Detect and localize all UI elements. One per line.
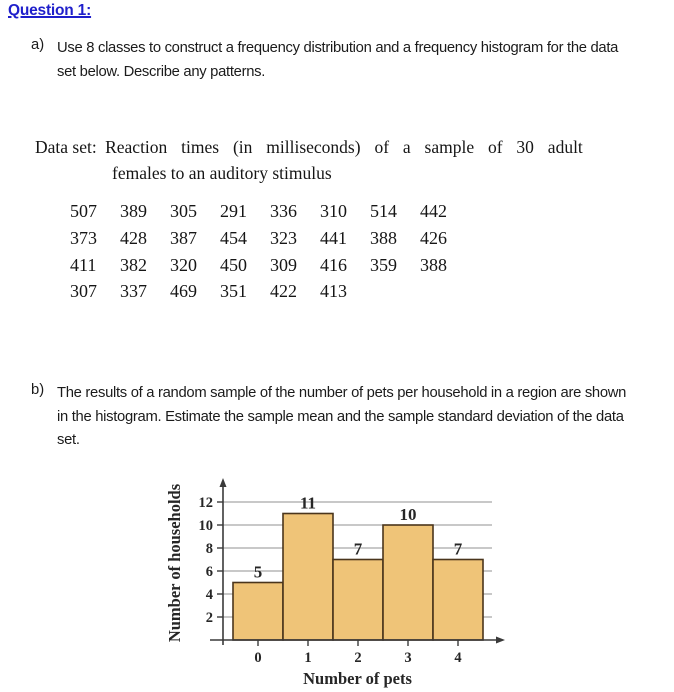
- bar-value-label: 7: [353, 539, 363, 559]
- part-b-line: The results of a random sample of the number of pets per household in a region are shown: [57, 385, 627, 401]
- dataset-number-row: [70, 225, 470, 252]
- data-value: 309: [270, 254, 297, 275]
- data-value: 411: [70, 254, 97, 275]
- y-tick-label: 8: [205, 541, 213, 557]
- part-a-text: [57, 37, 618, 84]
- data-value: 454: [220, 227, 247, 248]
- y-axis-arrow-icon: [220, 478, 227, 487]
- dataset-description-line2: females to an auditory stimulus: [112, 163, 332, 183]
- x-tick-label: 2: [354, 650, 362, 666]
- y-tick-label: 12: [198, 495, 213, 511]
- data-value: 310: [320, 201, 347, 221]
- y-tick-label: 2: [205, 610, 213, 626]
- histogram-bar: [283, 514, 333, 641]
- dataset-label: Data set:: [35, 137, 97, 157]
- dataset-number-row: [70, 252, 470, 279]
- data-value: 389: [120, 201, 147, 221]
- data-value: 337: [120, 281, 147, 302]
- dataset-description: Reaction times (in milliseconds) of a sample of 30 adult: [105, 137, 583, 157]
- data-value: 336: [270, 201, 297, 221]
- data-value: 388: [420, 254, 447, 275]
- x-tick-label: 0: [254, 650, 262, 666]
- data-value: 507: [70, 201, 97, 221]
- data-value: 320: [170, 254, 197, 275]
- data-value: 441: [320, 227, 347, 248]
- x-tick-label: 4: [454, 650, 462, 666]
- x-tick-label: 1: [304, 650, 312, 666]
- data-value: 387: [170, 227, 197, 248]
- histogram-bar: [233, 583, 283, 641]
- data-value: 388: [370, 227, 397, 248]
- dataset-number-row: [70, 198, 470, 225]
- data-value: 351: [220, 281, 247, 302]
- dataset-numbers: [70, 198, 470, 305]
- histogram-bar: [333, 560, 383, 641]
- data-value: 442: [420, 201, 447, 221]
- question-part-a: [31, 37, 618, 84]
- bar-value-label: 10: [399, 505, 417, 524]
- data-value: 359: [370, 254, 397, 275]
- part-b-line: set.: [57, 432, 80, 448]
- data-value: 469: [170, 281, 197, 302]
- data-value: 307: [70, 281, 97, 302]
- data-value: 450: [220, 254, 247, 275]
- pets-histogram: [160, 455, 550, 692]
- y-tick-label: 10: [198, 518, 213, 534]
- x-tick-label: 3: [404, 650, 412, 666]
- dataset-heading: [35, 137, 583, 158]
- part-a-line: Use 8 classes to construct a frequency distribution and a frequency histogram for the data: [57, 40, 619, 56]
- data-value: 514: [370, 201, 397, 221]
- data-value: 426: [420, 227, 447, 248]
- data-value: 413: [320, 281, 347, 302]
- data-value: 428: [120, 227, 147, 248]
- histogram-svg: [160, 455, 550, 692]
- bar-value-label: 5: [253, 562, 263, 582]
- part-a-line: set below. Describe any patterns.: [57, 63, 266, 80]
- histogram-bar: [433, 560, 483, 641]
- part-a-marker: a): [31, 37, 45, 53]
- data-value: 422: [270, 281, 297, 302]
- y-tick-label: 4: [205, 587, 213, 603]
- data-value: 416: [320, 254, 347, 275]
- histogram-bar: [383, 525, 433, 640]
- data-value: 291: [220, 201, 247, 221]
- dataset-number-row: [70, 278, 470, 305]
- data-value: 373: [70, 227, 97, 248]
- x-axis-arrow-icon: [496, 637, 505, 644]
- data-value: 382: [120, 254, 147, 275]
- part-b-text: [57, 382, 626, 453]
- y-tick-label: 6: [205, 564, 213, 580]
- question-title: Question 1:: [8, 2, 92, 19]
- data-value: 305: [170, 201, 197, 221]
- x-axis-title: Number of pets: [303, 669, 412, 688]
- bar-value-label: 11: [299, 493, 317, 513]
- part-b-marker: b): [31, 382, 45, 398]
- y-axis-title: Number of households: [165, 483, 184, 643]
- part-b-line: in the histogram. Estimate the sample mean and the sample standard deviation of the data: [57, 408, 624, 425]
- bar-value-label: 7: [453, 539, 463, 559]
- data-value: 323: [270, 227, 297, 248]
- question-part-b: [31, 382, 626, 453]
